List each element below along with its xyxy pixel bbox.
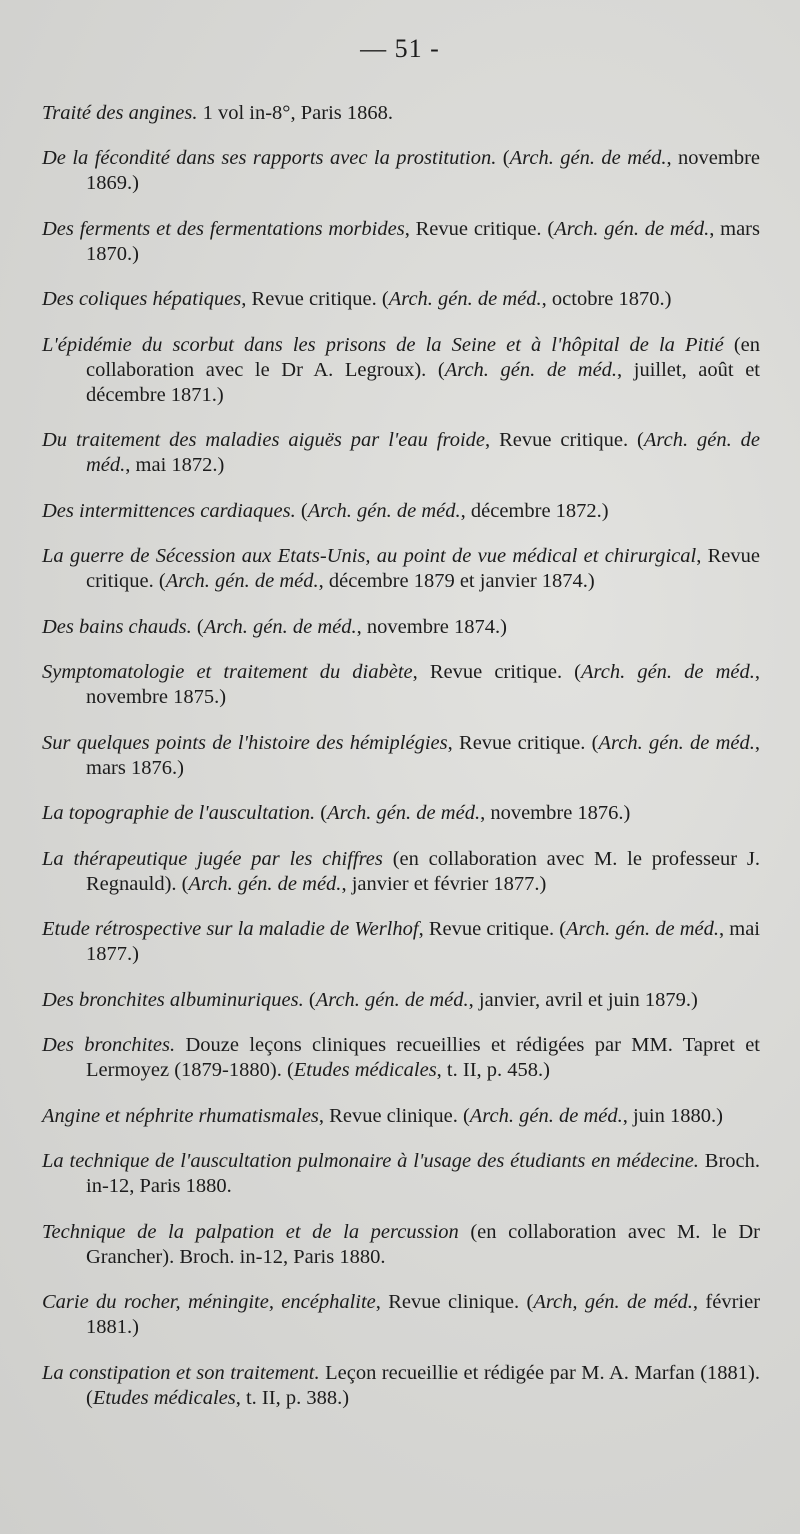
entry-text: ( — [315, 802, 328, 824]
entry-text: , mai 1877.) — [86, 918, 760, 965]
entry-title-text: La technique de l'auscultation pulmonaire à l'usage des étudiants en médecine. — [42, 1150, 699, 1172]
entry-text: (en collaboration avec M. le Dr Grancher). Broch. in-12, Paris 1880. — [86, 1220, 760, 1268]
entry-text: , Revue critique. ( — [485, 429, 644, 451]
entry-text: , juillet, août et décembre 1871.) — [86, 358, 760, 406]
bibliography-entry — [40, 1033, 760, 1083]
entry-text: Broch. in-12, Paris 1880. — [86, 1150, 760, 1197]
entry-title-text: Technique de la palpation et de la percussion — [42, 1220, 459, 1243]
entry-text: , octobre 1870.) — [541, 288, 672, 310]
bibliography-entry — [40, 428, 760, 478]
entry-text: , Revue critique. ( — [241, 288, 389, 310]
entry-text: , Revue critique. ( — [86, 545, 760, 592]
entry-title-text: Des bains chauds. — [42, 615, 192, 638]
entry-text: , t. II, p. 458.) — [436, 1059, 550, 1081]
entry-title-text: Arch. gén. de méd. — [509, 147, 667, 169]
entry-text: , novembre 1869.) — [86, 147, 761, 194]
entry-title-text: Arch. gén. de méd. — [554, 217, 710, 240]
entry-text: , juin 1880.) — [622, 1104, 723, 1127]
entry-title-text: Etudes médicales — [293, 1059, 437, 1081]
entry-text: , novembre 1875.) — [86, 661, 760, 708]
entry-title-text: Des coliques hépatiques — [42, 288, 242, 310]
bibliography-entry — [40, 1149, 760, 1199]
entry-title-text: Carie du rocher, méningite, encéphalite — [42, 1291, 376, 1313]
entry-text: , novembre 1876.) — [480, 802, 631, 824]
entry-title-text: Arch. gén. de méd. — [307, 499, 461, 522]
entry-text: , décembre 1879 et janvier 1874.) — [318, 570, 595, 592]
entry-title-text: La constipation et son traitement. — [42, 1361, 320, 1384]
entry-title-text: La guerre de Sécession aux Etats-Unis, au point de vue médical et chirurgical — [42, 545, 697, 567]
entry-title-text: Sur quelques points de l'histoire des hémiplégies — [42, 731, 448, 754]
entry-text: , mai 1872.) — [125, 454, 225, 476]
entry-title-text: Arch. gén. de méd. — [444, 358, 618, 381]
bibliography-entry — [40, 847, 760, 897]
entry-text: , novembre 1874.) — [356, 615, 507, 638]
entry-text: , t. II, p. 388.) — [235, 1386, 350, 1409]
entry-text: 1 vol in-8°, Paris 1868. — [197, 101, 394, 124]
bibliography-entry — [40, 801, 760, 826]
bibliography-list — [40, 80, 760, 1424]
entry-text: (en collaboration avec le Dr A. Legroux). ( — [86, 333, 760, 381]
entry-title-text: La topographie de l'auscultation. — [42, 802, 316, 824]
entry-title-text: Arch. gén. de méd. — [566, 918, 719, 940]
entry-text: , décembre 1872.) — [460, 499, 609, 522]
bibliography-entry — [40, 544, 760, 594]
entry-title-text: Symptomatologie et traitement du diabète — [42, 661, 413, 683]
entry-text: , février 1881.) — [86, 1291, 761, 1338]
entry-text: Leçon recueillie et rédigée par M. A. Marfan (1881). ( — [86, 1361, 760, 1409]
entry-text: , Revue clinique. ( — [318, 1104, 470, 1127]
entry-title-text: Arch. gén. de méd. — [203, 615, 357, 638]
entry-text: (en collaboration avec M. le professeur J. Regnauld). ( — [86, 847, 760, 895]
entry-title-text: Etudes médicales — [92, 1386, 236, 1409]
entry-title-text: Arch. gén. de méd. — [598, 731, 755, 754]
entry-title-text: Arch, gén. de méd. — [533, 1291, 693, 1313]
entry-title-text: Des bronchites albuminuriques. — [42, 988, 304, 1011]
entry-title-text: Arch. gén. de méd. — [469, 1104, 623, 1127]
bibliography-entry — [40, 1220, 760, 1270]
entry-title-text: Traité des angines. — [42, 101, 198, 124]
entry-title-text: L'épidémie du scorbut dans les prisons de la Seine et à l'hôpital de la Pitié — [42, 333, 724, 356]
entry-text: ( — [496, 147, 510, 169]
page-number: — 51 - — [360, 34, 440, 63]
entry-title-text: Angine et néphrite rhumatismales — [42, 1104, 319, 1127]
entry-title-text: Des intermittences cardiaques. — [42, 499, 296, 522]
bibliography-entry — [40, 101, 760, 126]
bibliography-entry — [40, 146, 760, 196]
entry-title-text: La thérapeutique jugée par les chiffres — [42, 847, 383, 870]
entry-text: , Revue critique. ( — [412, 661, 581, 683]
entry-title-text: Des ferments et des fermentations morbides — [42, 217, 405, 240]
entry-title-text: Etude rétrospective sur la maladie de Werlhof — [42, 918, 419, 940]
entry-title-text: Arch. gén. de méd. — [388, 288, 542, 310]
bibliography-entry — [40, 731, 760, 781]
entry-title-text: Arch. gén. de méd. — [86, 429, 760, 476]
entry-text: , Revue clinique. ( — [375, 1291, 534, 1313]
bibliography-entry — [40, 499, 760, 524]
bibliography-entry — [40, 1104, 760, 1129]
entry-title-text: De la fécondité dans ses rapports avec la prostitution. — [42, 147, 497, 169]
entry-text: Douze leçons cliniques recueillies et rédigées par MM. Tapret et Lermoyez (1879-1880). ( — [86, 1034, 760, 1081]
entry-title-text: Des bronchites. — [42, 1034, 176, 1056]
bibliography-entry — [40, 615, 760, 640]
entry-title-text: Arch. gén. de méd. — [165, 570, 319, 592]
entry-text: ( — [191, 615, 204, 638]
entry-text: , janvier et février 1877.) — [341, 872, 547, 895]
bibliography-entry — [40, 1361, 760, 1411]
bibliography-entry — [40, 217, 760, 267]
entry-text: , Revue critique. ( — [404, 217, 555, 240]
bibliography-entry — [40, 287, 760, 312]
bibliography-entry — [40, 333, 760, 408]
entry-title-text: Du traitement des maladies aiguës par l'eau froide — [42, 429, 486, 451]
entry-text: , mars 1876.) — [86, 731, 760, 779]
bibliography-entry — [40, 988, 760, 1013]
entry-title-text: Arch. gén. de méd. — [188, 872, 342, 895]
entry-text: , mars 1870.) — [86, 217, 760, 265]
entry-text: , janvier, avril et juin 1879.) — [468, 988, 698, 1011]
entry-title-text: Arch. gén. de méd. — [581, 661, 755, 683]
entry-text: ( — [295, 499, 308, 522]
entry-text: , Revue critique. ( — [447, 731, 599, 754]
entry-title-text: Arch. gén. de méd. — [327, 802, 481, 824]
entry-text: ( — [303, 988, 316, 1011]
entry-text: , Revue critique. ( — [418, 918, 567, 940]
bibliography-entry — [40, 660, 760, 710]
bibliography-entry — [40, 917, 760, 967]
entry-title-text: Arch. gén. de méd. — [315, 988, 469, 1011]
bibliography-entry — [40, 1290, 760, 1340]
